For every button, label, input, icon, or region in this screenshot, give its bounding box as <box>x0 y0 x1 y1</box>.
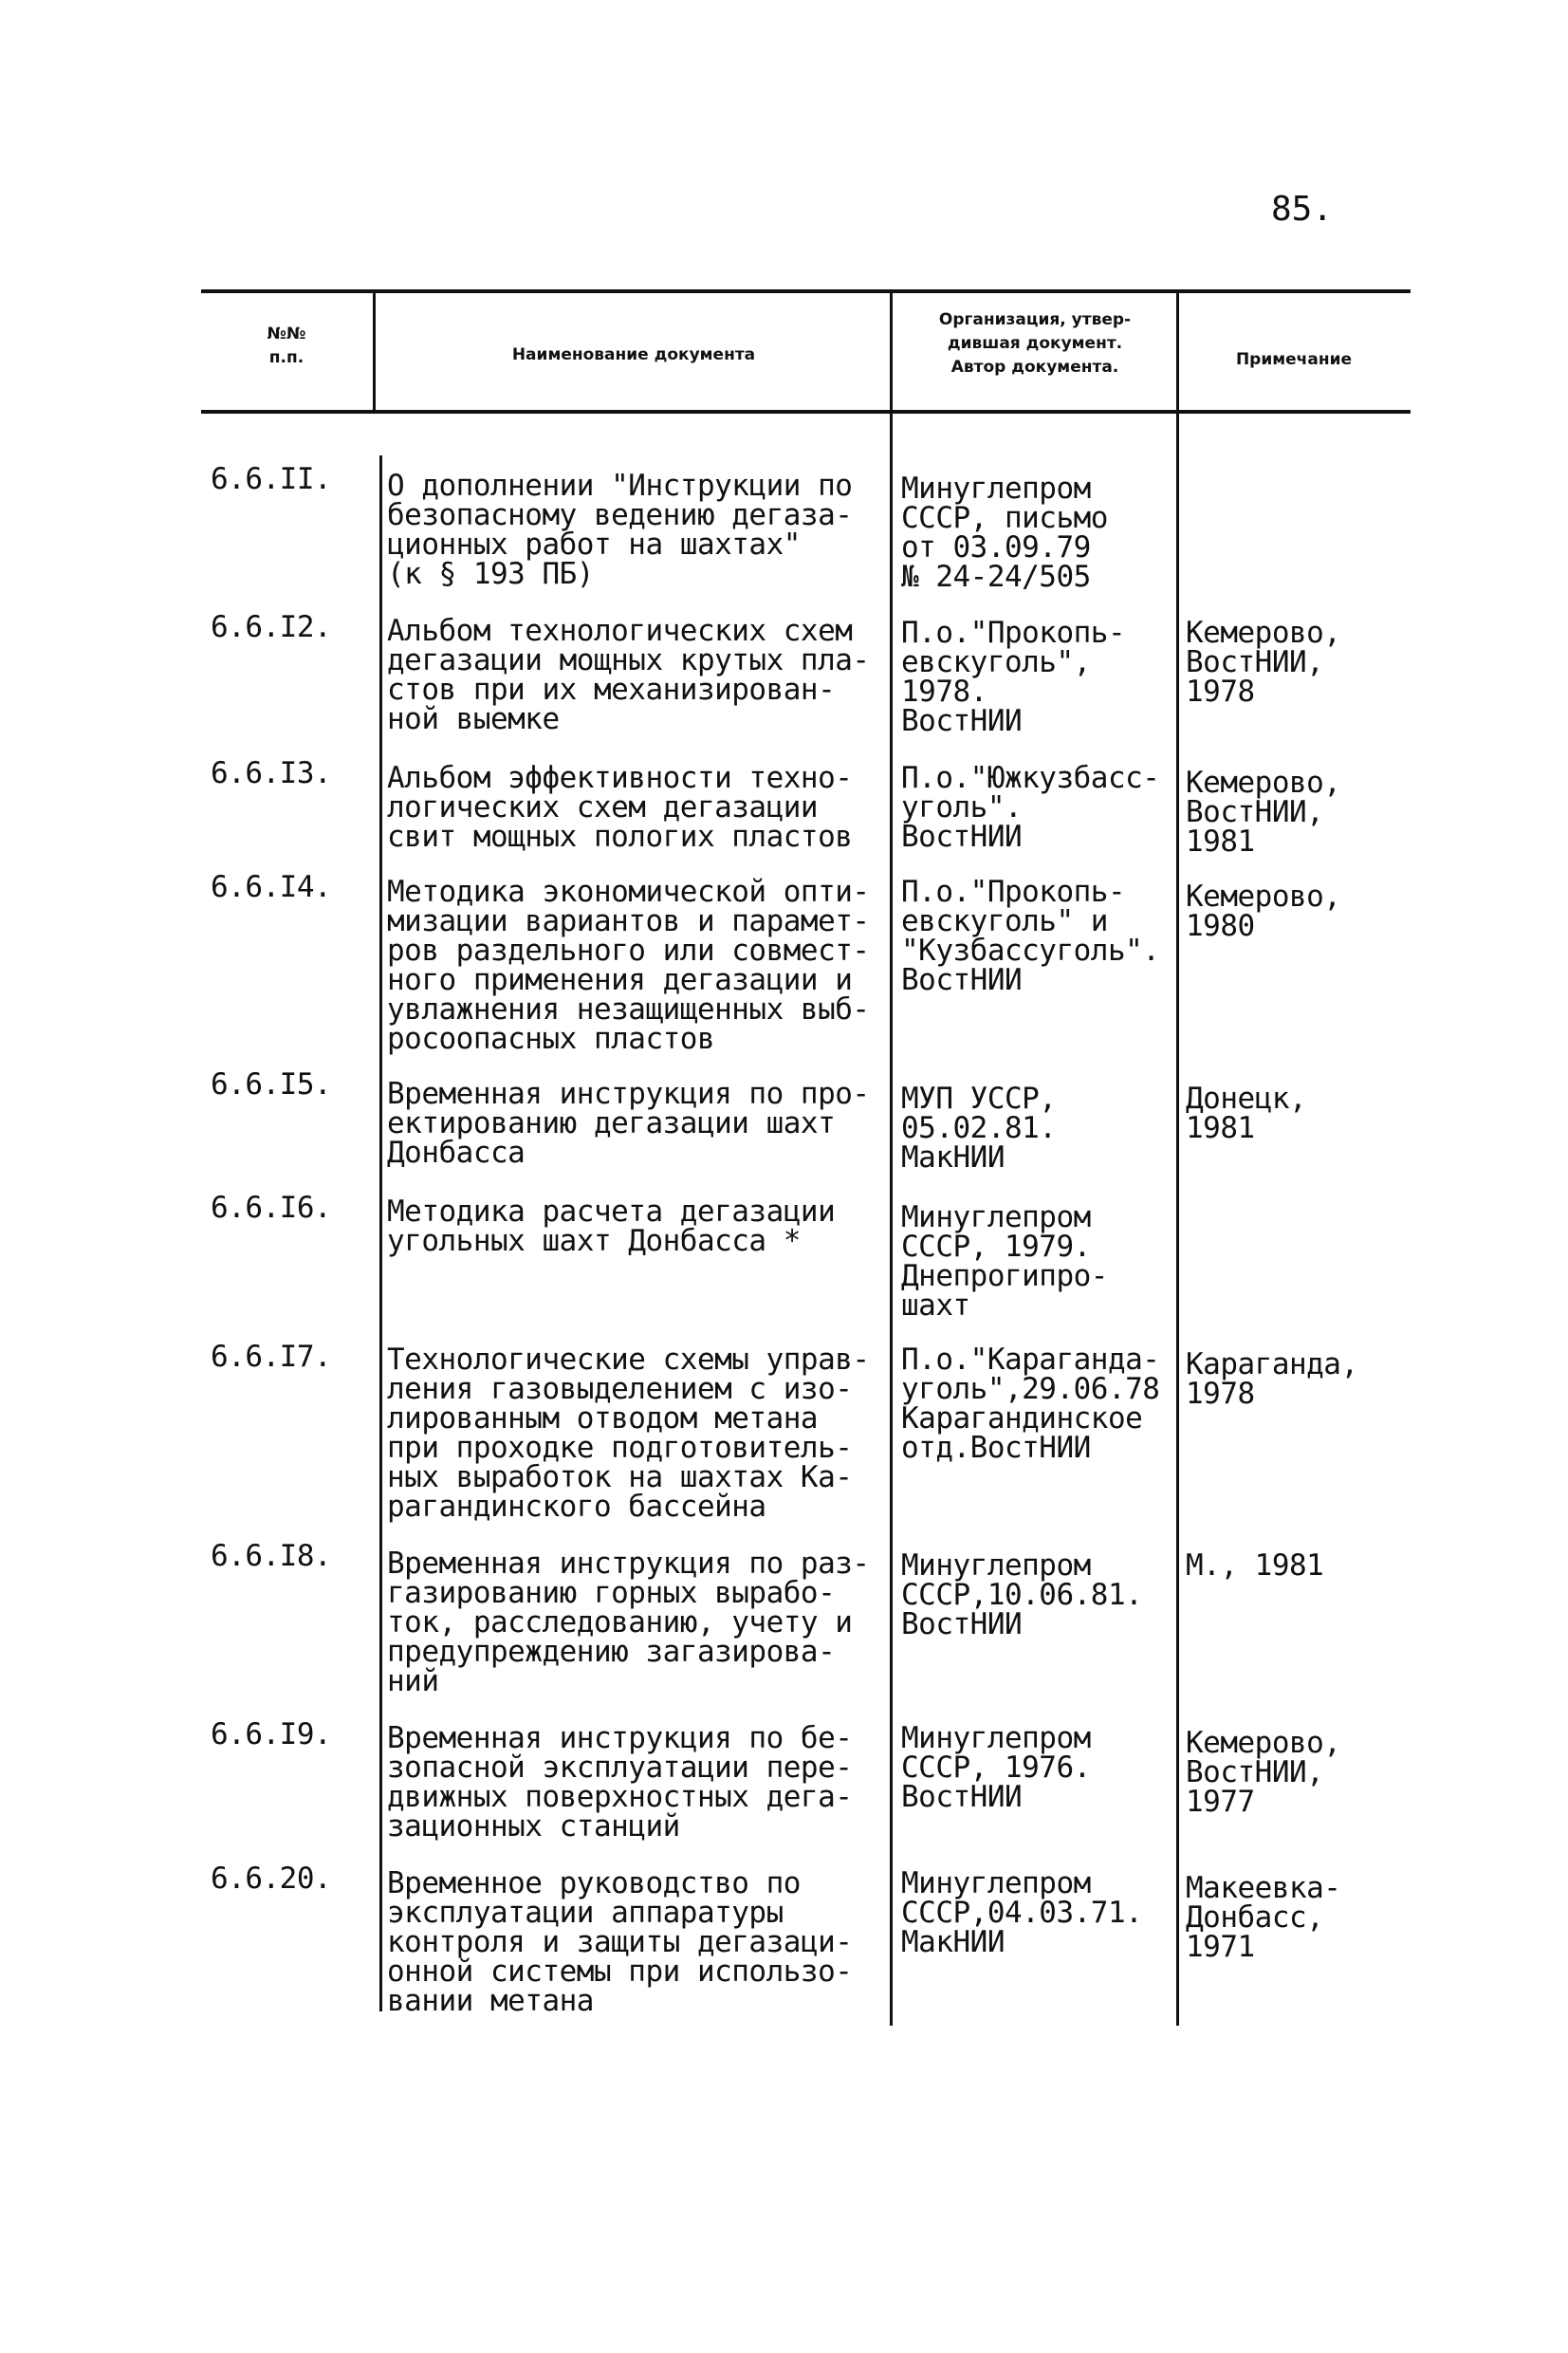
row-name: Временное руководство по эксплуатации аппаратуры контроля и защиты дегазаци- онной системы при использо- вании метана <box>387 1866 853 2018</box>
row-note: Кемерово, ВостНИИ, 1978 <box>1186 616 1341 709</box>
row-org: Минуглепром СССР,04.03.71. МакНИИ <box>901 1866 1143 1959</box>
row-name: Альбом технологических схем дегазации мощных крутых пла- стов при их механизирован- ной выемке <box>387 614 870 736</box>
row-note: Донецк, 1981 <box>1186 1082 1307 1145</box>
row-org: МУП УССР, 05.02.81. МакНИИ <box>901 1082 1057 1175</box>
row-name: Альбом эффективности техно- логических схем дегазации свит мощных пологих пластов <box>387 761 853 854</box>
row-org: П.о."Караганда- уголь",29.06.78 Карагандинское отд.ВостНИИ <box>901 1343 1160 1465</box>
row-note: Караганда, 1978 <box>1186 1347 1358 1411</box>
row-name: Временная инструкция по про- ектированию дегазации шахт Донбасса <box>387 1077 870 1170</box>
row-org: П.о."Прокопь- евскуголь" и "Кузбассуголь". ВостНИИ <box>901 875 1160 997</box>
row-org: Минуглепром СССР, 1979. Днепрогипро- шахт <box>901 1200 1108 1323</box>
header-note: Примечание <box>1235 350 1353 369</box>
column-divider-3 <box>1176 289 1179 2026</box>
column-divider-1-body <box>379 455 382 2011</box>
column-divider-2 <box>890 289 893 2026</box>
row-note: Кемерово, ВостНИИ, 1981 <box>1186 766 1341 859</box>
row-num: 6.6.II. <box>211 462 332 496</box>
row-name: Методика расчета дегазации угольных шахт Донбасса * <box>387 1195 836 1258</box>
row-num: 6.6.I9. <box>211 1717 332 1751</box>
row-name: О дополнении "Инструкции по безопасному ведению дегаза- ционных работ на шахтах" (к § 193 ПБ) <box>387 469 853 591</box>
column-divider-1 <box>373 289 376 410</box>
header-num: №№ п.п. <box>267 324 306 367</box>
header-name: Наименование документа <box>511 345 756 364</box>
page-number: 85. <box>1271 190 1334 229</box>
row-note: Кемерово, 1980 <box>1186 880 1341 943</box>
row-name: Временная инструкция по бе- зопасной эксплуатации пере- движных поверхностных дега- зационных станций <box>387 1721 853 1843</box>
header-bottom-rule <box>201 410 1411 414</box>
row-name: Методика экономической опти- мизации вариантов и парамет- ров раздельного или совмест- ного применения дегазации и увлажнения незащищенных выб- росоопасных пластов <box>387 875 870 1056</box>
row-org: Минуглепром СССР, 1976. ВостНИИ <box>901 1721 1091 1814</box>
row-org: Минуглепром СССР, письмо от 03.09.79 № 24-24/505 <box>901 472 1108 594</box>
row-num: 6.6.I7. <box>211 1340 332 1374</box>
row-num: 6.6.I3. <box>211 756 332 790</box>
row-name: Технологические схемы управ- ления газовыделением с изо- лированным отводом метана при проходке подготовитель- ных выработок на шахтах Ка- рагандинского бассейна <box>387 1343 870 1524</box>
row-num: 6.6.I2. <box>211 610 332 644</box>
row-num: 6.6.I8. <box>211 1539 332 1573</box>
row-num: 6.6.I5. <box>211 1067 332 1102</box>
row-note: Макеевка- Донбасс, 1971 <box>1186 1871 1341 1964</box>
row-num: 6.6.I6. <box>211 1191 332 1225</box>
row-org: П.о."Южкузбасс- уголь". ВостНИИ <box>901 761 1160 854</box>
row-num: 6.6.20. <box>211 1862 332 1896</box>
row-org: П.о."Прокопь- евскуголь", 1978. ВостНИИ <box>901 616 1126 738</box>
row-org: Минуглепром СССР,10.06.81. ВостНИИ <box>901 1548 1143 1641</box>
header-org: Организация, утвер- дившая документ. Автор документа. <box>938 310 1132 377</box>
row-note: Кемерово, ВостНИИ, 1977 <box>1186 1726 1341 1819</box>
table-top-rule <box>201 289 1411 293</box>
row-num: 6.6.I4. <box>211 870 332 904</box>
row-note: М., 1981 <box>1186 1548 1324 1583</box>
row-name: Временная инструкция по раз- газированию горных вырабо- ток, расследованию, учету и предупреждению загазирова- ний <box>387 1547 870 1698</box>
